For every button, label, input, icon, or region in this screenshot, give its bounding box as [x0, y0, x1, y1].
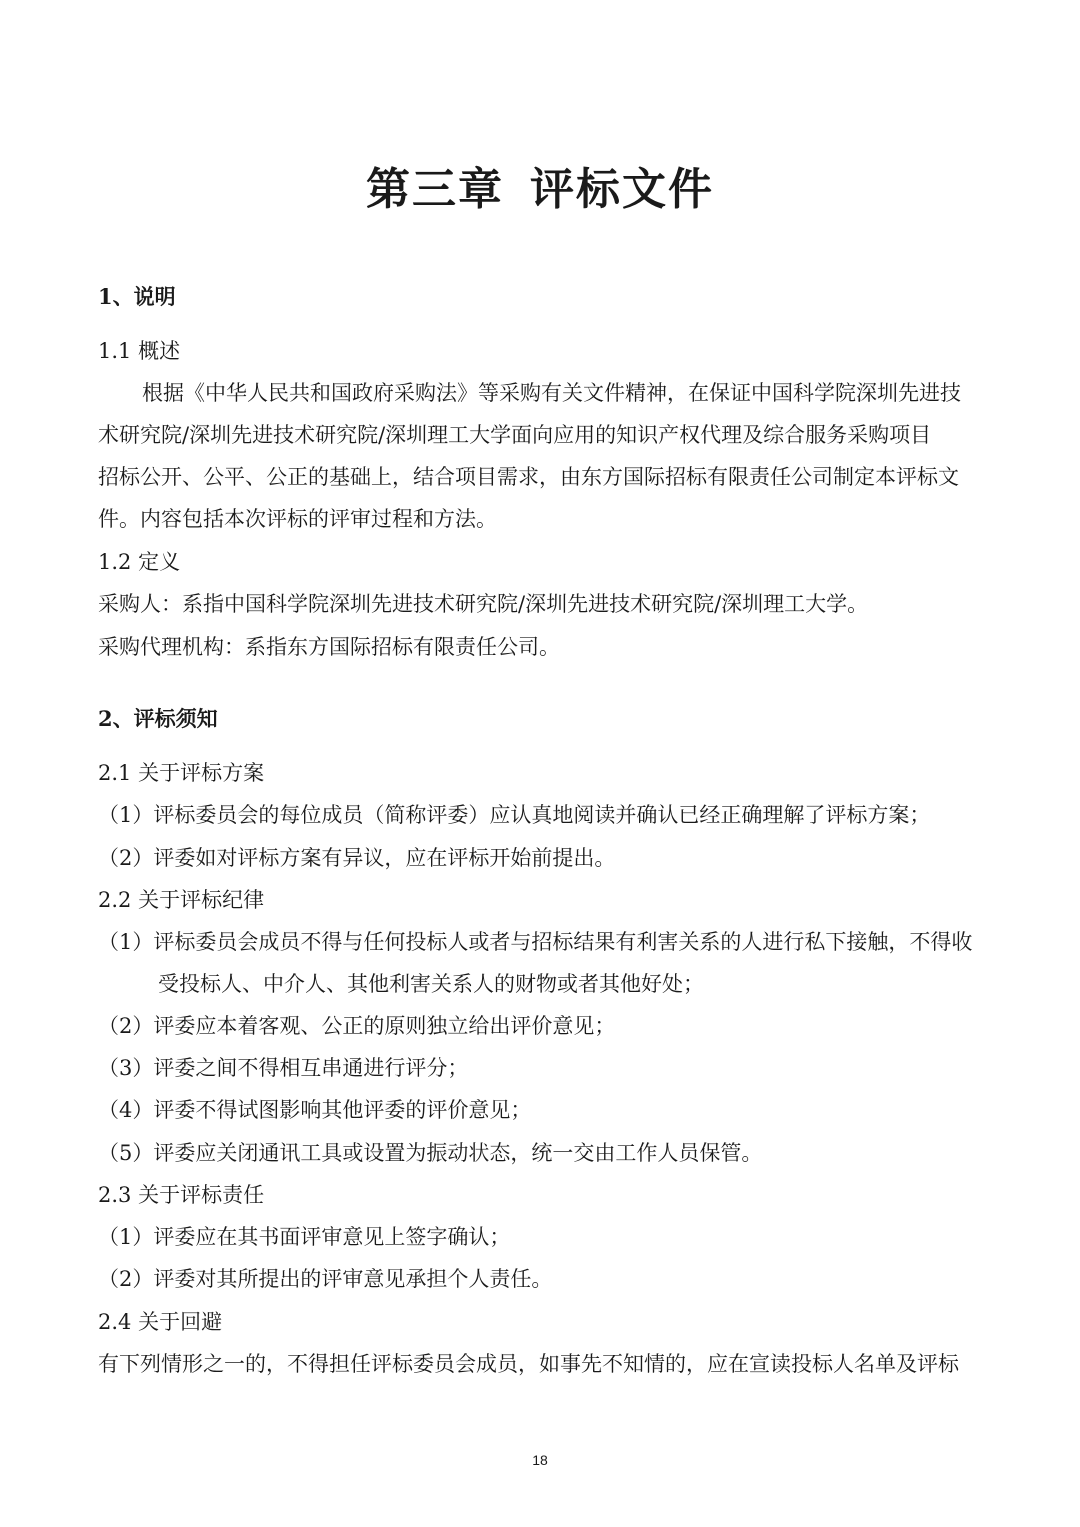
paragraph-line: 术研究院/深圳先进技术研究院/深圳理工大学面向应用的知识产权代理及综合服务采购项目: [98, 423, 932, 447]
list-item: （4）评委不得试图影响其他评委的评价意见；: [98, 1098, 532, 1122]
list-item: （3）评委之间不得相互串通进行评分；: [98, 1056, 469, 1080]
chapter-name: 评标文件: [530, 164, 714, 215]
list-item: （2）评委应本着客观、公正的原则独立给出评价意见；: [98, 1014, 616, 1038]
section-heading-2: 2、评标须知: [98, 706, 218, 731]
definition-purchaser: 采购人：系指中国科学院深圳先进技术研究院/深圳先进技术研究院/深圳理工大学。: [98, 592, 869, 616]
chapter-number: 第三章: [366, 164, 504, 215]
paragraph-line: 招标公开、公平、公正的基础上，结合项目需求，由东方国际招标有限责任公司制定本评标文: [98, 465, 959, 489]
paragraph-line: 件。内容包括本次评标的评审过程和方法。: [98, 507, 497, 531]
list-item-continuation: 受投标人、中介人、其他利害关系人的财物或者其他好处；: [158, 972, 704, 996]
paragraph-line: 根据《中华人民共和国政府采购法》等采购有关文件精神，在保证中国科学院深圳先进技: [142, 381, 961, 405]
list-item: （1）评标委员会的每位成员（简称评委）应认真地阅读并确认已经正确理解了评标方案；: [98, 803, 931, 827]
list-item: （2）评委对其所提出的评审意见承担个人责任。: [98, 1267, 553, 1291]
subsection-heading-1-2: 1.2 定义: [98, 550, 181, 574]
subsection-heading-2-2: 2.2 关于评标纪律: [98, 888, 265, 912]
paragraph-line: 有下列情形之一的，不得担任评标委员会成员，如事先不知情的，应在宣读投标人名单及评标: [98, 1352, 959, 1376]
subsection-heading-2-3: 2.3 关于评标责任: [98, 1183, 265, 1207]
subsection-heading-2-4: 2.4 关于回避: [98, 1310, 223, 1334]
list-item: （5）评委应关闭通讯工具或设置为振动状态，统一交由工作人员保管。: [98, 1141, 763, 1165]
chapter-title: [0, 160, 1080, 220]
subsection-heading-1-1: 1.1 概述: [98, 339, 181, 363]
subsection-heading-2-1: 2.1 关于评标方案: [98, 761, 265, 785]
page-number: 18: [532, 1452, 548, 1468]
list-item: （1）评委应在其书面评审意见上签字确认；: [98, 1225, 511, 1249]
section-heading-1: 1、说明: [98, 284, 176, 309]
list-item: （2）评委如对评标方案有异议，应在评标开始前提出。: [98, 846, 616, 870]
definition-agency: 采购代理机构：系指东方国际招标有限责任公司。: [98, 635, 560, 659]
list-item: （1）评标委员会成员不得与任何投标人或者与招标结果有利害关系的人进行私下接触，不得收: [98, 930, 973, 954]
